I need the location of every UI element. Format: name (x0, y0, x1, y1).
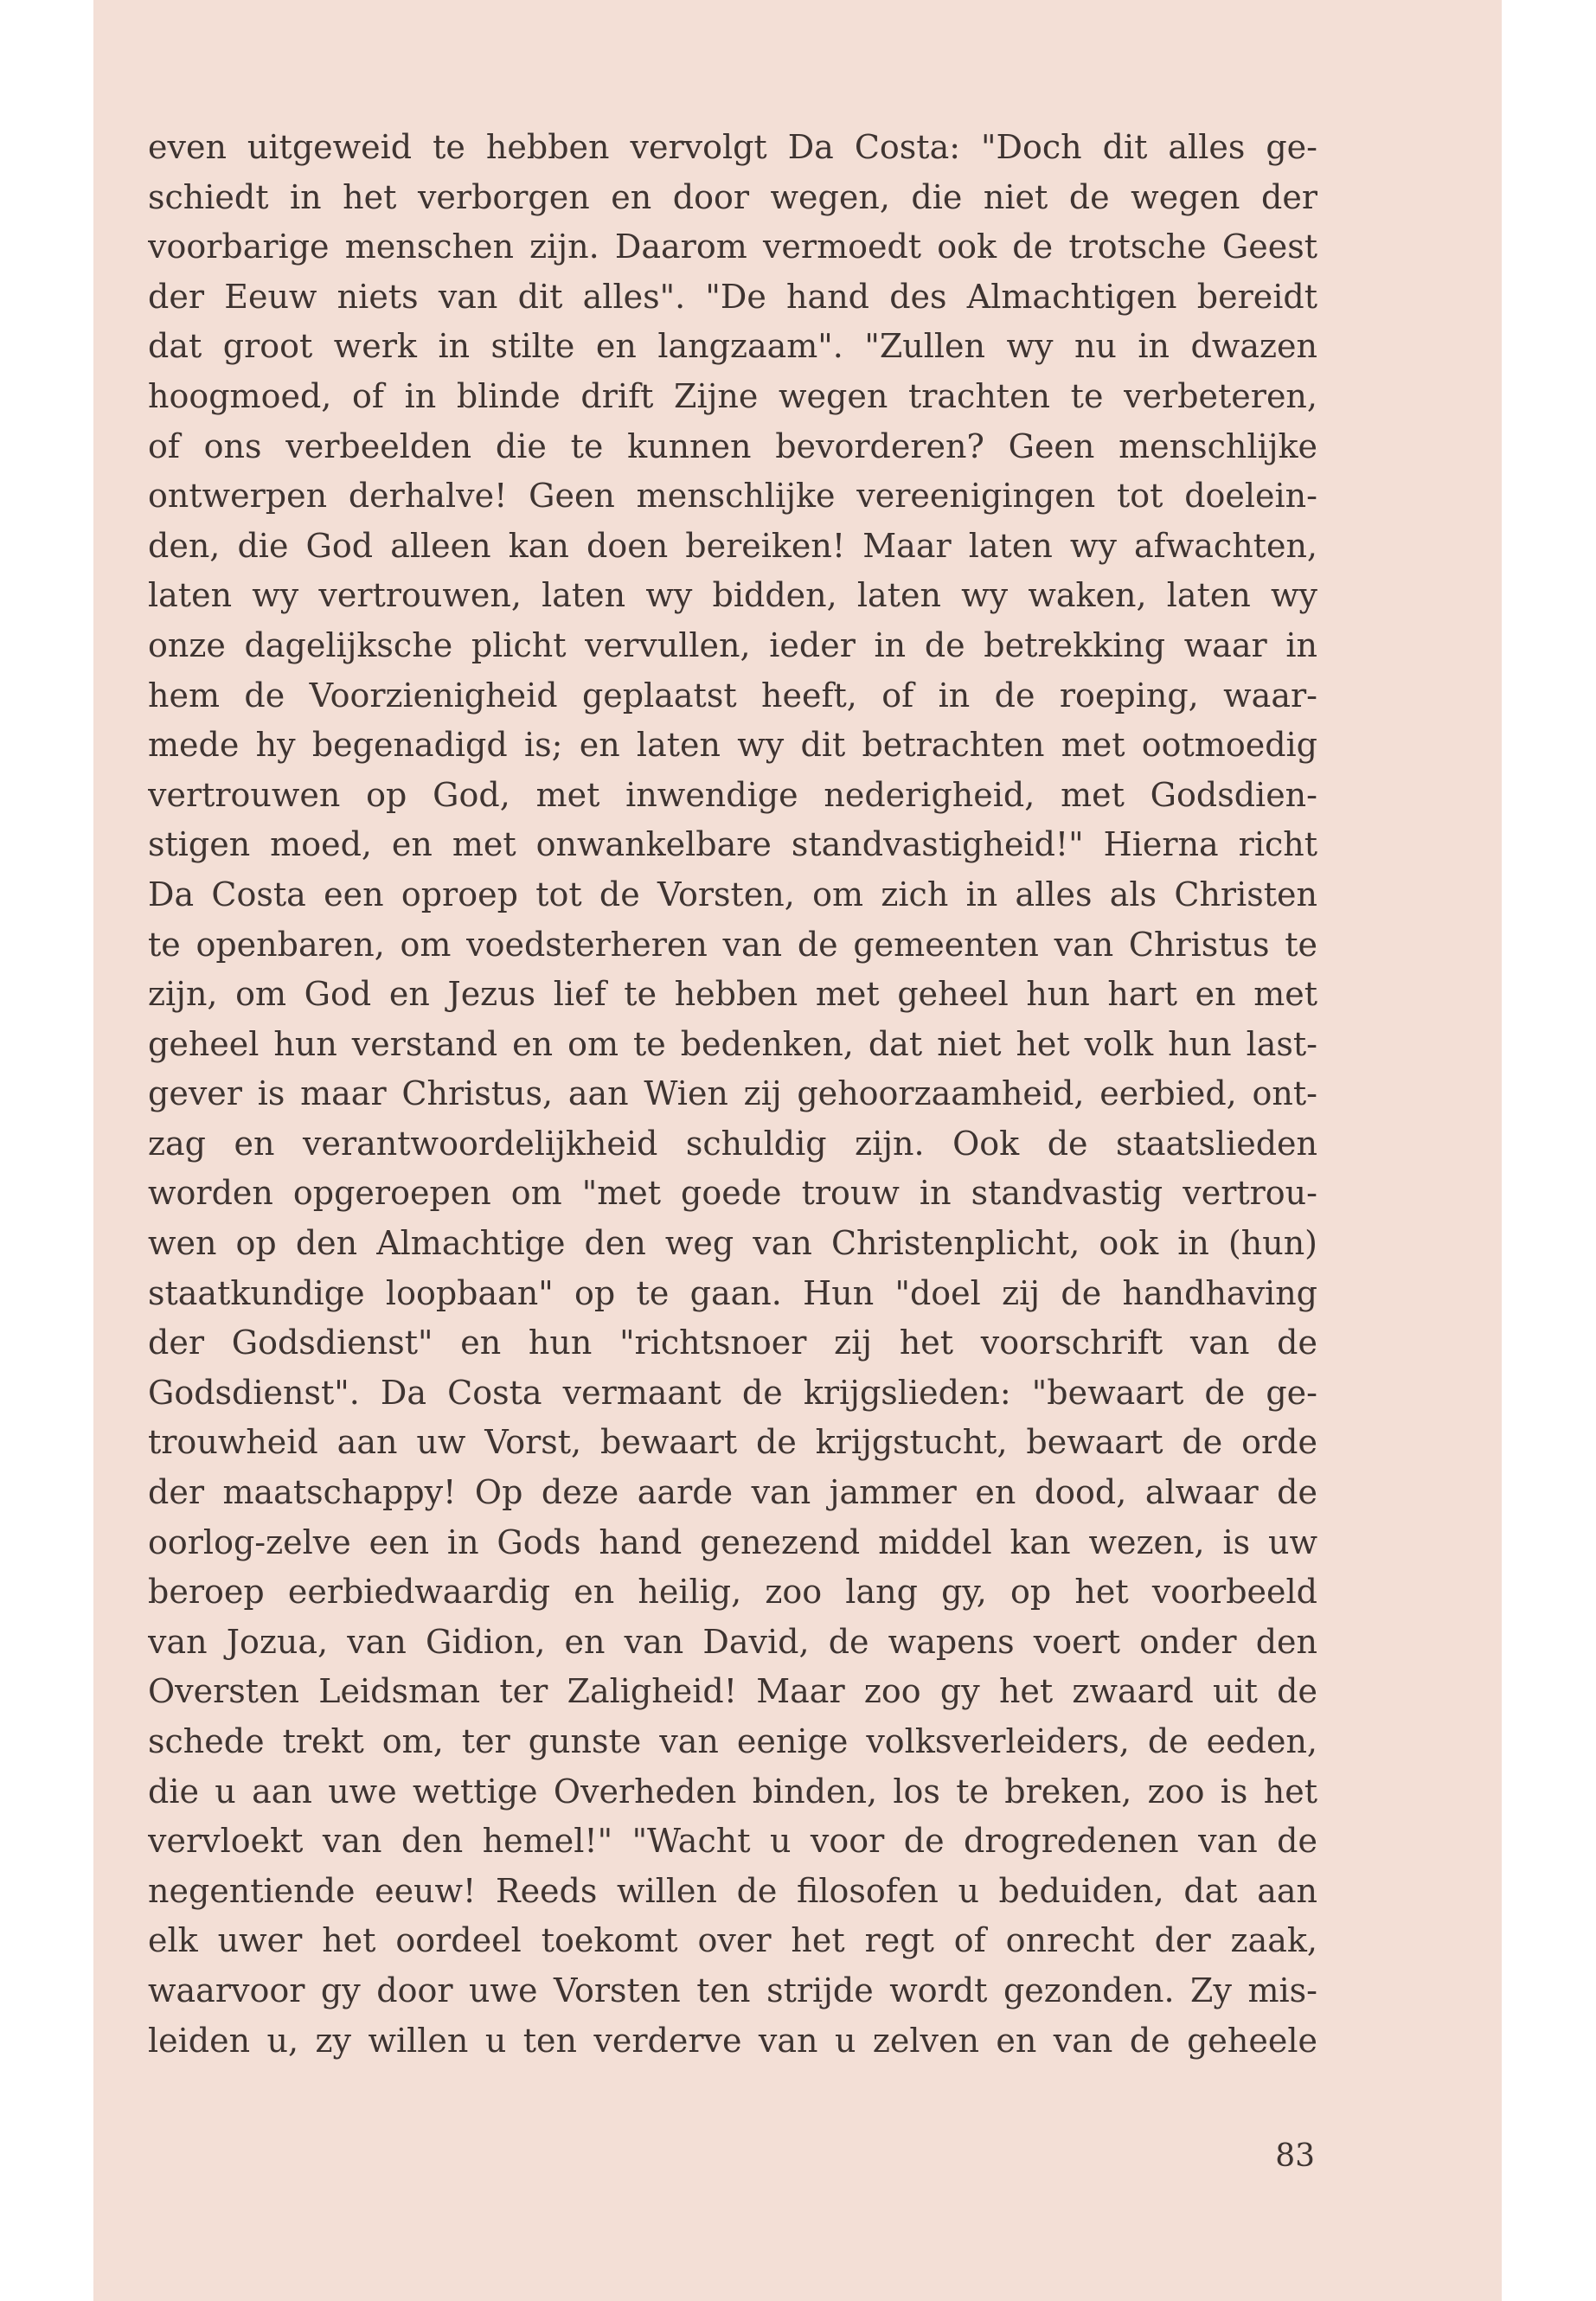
book-page (93, 0, 1502, 2301)
text-line: zijn, om God en Jezus lief te hebben met geheel hun hart en met (148, 975, 1317, 1014)
text-line: schiedt in het verborgen en door wegen, die niet de wegen der (148, 177, 1317, 216)
text-line: der maatschappy! Op deze aarde van jammer en dood, alwaar de (148, 1473, 1317, 1512)
text-line: of ons verbeelden die te kunnen bevorderen? Geen menschlijke (148, 426, 1317, 465)
text-line: trouwheid aan uw Vorst, bewaart de krijgstucht, bewaart de orde (148, 1423, 1317, 1462)
text-line: leiden u, zy willen u ten verderve van u zelven en van de geheele (148, 2021, 1317, 2060)
text-line: ontwerpen derhalve! Geen menschlijke vereenigingen tot doelein- (148, 477, 1317, 516)
text-line: te openbaren, om voedsterheren van de gemeenten van Christus te (148, 925, 1317, 964)
text-line: zag en verantwoordelijkheid schuldig zijn. Ook de staatslieden (148, 1124, 1317, 1163)
text-line: elk uwer het oordeel toekomt over het regt of onrecht der zaak, (148, 1921, 1317, 1960)
text-line: hoogmoed, of in blinde drift Zijne wegen trachten te verbeteren, (148, 376, 1317, 415)
text-line: vervloekt van den hemel!" "Wacht u voor de drogredenen van de (148, 1822, 1317, 1861)
text-line: staatkundige loopbaan" op te gaan. Hun "doel zij de handhaving (148, 1273, 1317, 1312)
text-line: stigen moed, en met onwankelbare standvastigheid!" Hierna richt (148, 825, 1317, 864)
body-text (148, 123, 1317, 2066)
text-line: vertrouwen op God, met inwendige nederigheid, met Godsdien- (148, 775, 1317, 814)
text-line: oorlog-zelve een in Gods hand genezend middel kan wezen, is uw (148, 1522, 1317, 1561)
text-line: der Eeuw niets van dit alles". "De hand des Almachtigen bereidt (148, 277, 1317, 316)
text-line: hem de Voorzienigheid geplaatst heeft, of in de roeping, waar- (148, 676, 1317, 715)
text-line: voorbarige menschen zijn. Daarom vermoedt ook de trotsche Geest (148, 228, 1317, 266)
text-line: die u aan uwe wettige Overheden binden, los te breken, zoo is het (148, 1772, 1317, 1811)
text-line: Da Costa een oproep tot de Vorsten, om zich in alles als Christen (148, 875, 1317, 913)
text-line: beroep eerbiedwaardig en heilig, zoo lang gy, op het voorbeeld (148, 1573, 1317, 1612)
text-line: dat groot werk in stilte en langzaam". "Zullen wy nu in dwazen (148, 327, 1317, 366)
text-line: der Godsdienst" en hun "richtsnoer zij het voorschrift van de (148, 1324, 1317, 1362)
text-line: worden opgeroepen om "met goede trouw in standvastig vertrou- (148, 1174, 1317, 1213)
text-line: wen op den Almachtige den weg van Christenplicht, ook in (hun) (148, 1224, 1317, 1263)
text-line: den, die God alleen kan doen bereiken! Maar laten wy afwachten, (148, 526, 1317, 565)
text-line: gever is maar Christus, aan Wien zij gehoorzaamheid, eerbied, ont- (148, 1074, 1317, 1113)
text-line: schede trekt om, ter gunste van eenige volksverleiders, de eeden, (148, 1722, 1317, 1760)
text-line: laten wy vertrouwen, laten wy bidden, laten wy waken, laten wy (148, 576, 1317, 615)
text-line: van Jozua, van Gidion, en van David, de wapens voert onder den (148, 1622, 1317, 1661)
text-line: even uitgeweid te hebben vervolgt Da Costa: "Doch dit alles ge- (148, 128, 1317, 166)
text-line: waarvoor gy door uwe Vorsten ten strijde wordt gezonden. Zy mis- (148, 1971, 1317, 2009)
text-line: onze dagelijksche plicht vervullen, ieder in de betrekking waar in (148, 625, 1317, 664)
page-number: 83 (1275, 2138, 1315, 2174)
text-line: geheel hun verstand en om te bedenken, dat niet het volk hun last- (148, 1024, 1317, 1063)
text-line: mede hy begenadigd is; en laten wy dit betrachten met ootmoedig (148, 726, 1317, 765)
text-line: Godsdienst". Da Costa vermaant de krijgslieden: "bewaart de ge- (148, 1373, 1317, 1412)
text-line: negentiende eeuw! Reeds willen de filosofen u beduiden, dat aan (148, 1871, 1317, 1910)
text-line: Oversten Leidsman ter Zaligheid! Maar zoo gy het zwaard uit de (148, 1672, 1317, 1711)
